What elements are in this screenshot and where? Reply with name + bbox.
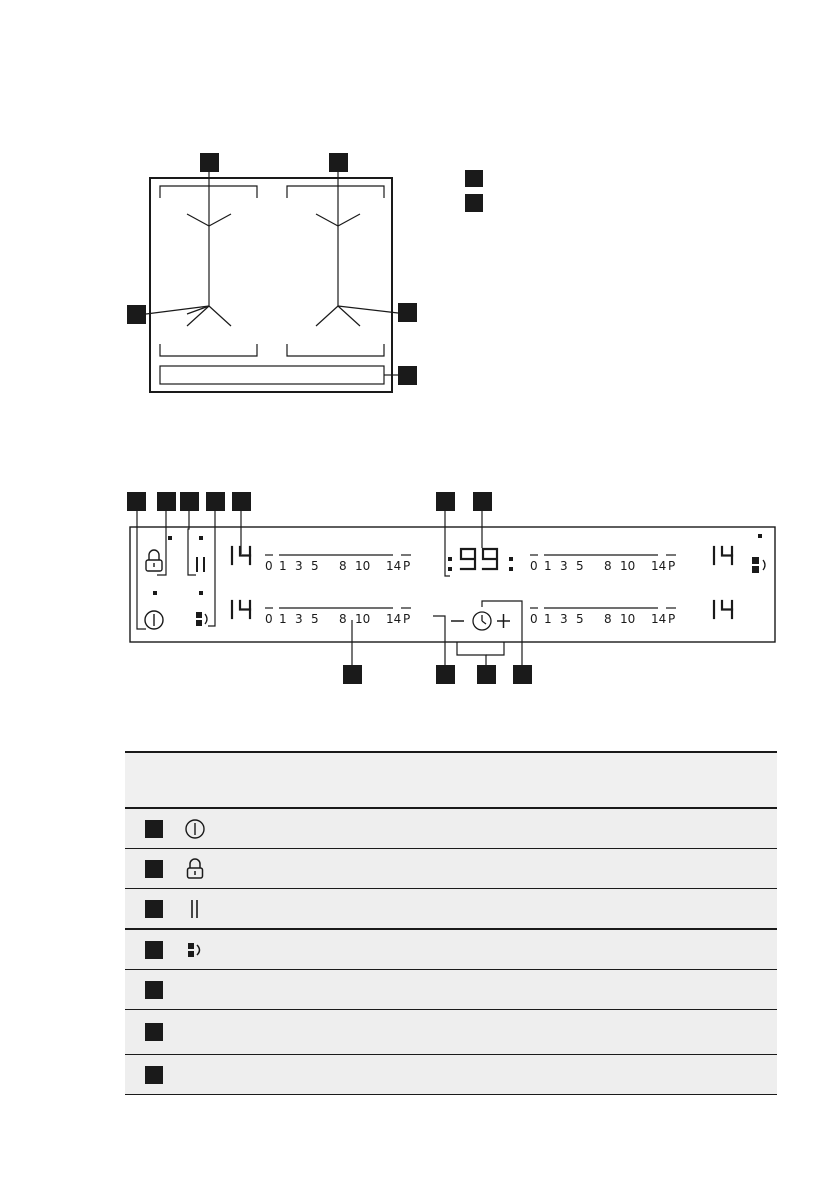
slider-scale-label: 8 (339, 612, 347, 626)
table-row (125, 1010, 777, 1055)
slider-scale-label: P (403, 612, 411, 626)
callout-marker (180, 492, 199, 511)
timer-clock-icon[interactable] (473, 612, 491, 630)
slider-scale-label: 3 (295, 559, 303, 573)
timer-colon (509, 557, 513, 561)
power-level-display (232, 601, 250, 618)
timer-display (461, 549, 497, 569)
legend-marker (465, 170, 483, 187)
table-row (125, 809, 777, 849)
callout-marker (127, 305, 146, 324)
indicator-dot (153, 591, 157, 595)
timer-colon (448, 567, 452, 571)
power-level-display (714, 601, 732, 618)
slider-scale-label: 1 (544, 612, 552, 626)
power-level-display (232, 547, 250, 564)
callout-marker (436, 665, 455, 684)
slider-scale-label: P (668, 612, 676, 626)
control-panel (0, 480, 840, 690)
power-level-slider[interactable] (265, 608, 411, 626)
callout-marker (127, 492, 146, 511)
slider-scale-label: 0 (530, 612, 538, 626)
slider-scale-label: P (403, 559, 411, 573)
cooking-zone-right (287, 172, 398, 356)
callout-marker (232, 492, 251, 511)
lock-icon (183, 857, 207, 881)
bridge-icon[interactable] (196, 612, 207, 626)
timer-colon (509, 567, 513, 571)
slider-scale-label: 5 (311, 612, 319, 626)
table-row (125, 1055, 777, 1095)
slider-scale-label: 1 (544, 559, 552, 573)
controls-table (125, 751, 777, 1095)
bridge-icon[interactable] (752, 557, 765, 573)
timer-plus-button[interactable] (497, 614, 510, 628)
callout-marker (513, 665, 532, 684)
slider-scale-label: 14 (651, 559, 667, 573)
row-marker (145, 1066, 163, 1084)
callout-marker (398, 303, 417, 322)
indicator-dot (168, 536, 172, 540)
indicator-dot (199, 536, 203, 540)
row-marker (145, 941, 163, 959)
slider-scale-label: 0 (265, 559, 273, 573)
power-level-slider[interactable] (530, 608, 676, 626)
legend-marker (465, 194, 483, 212)
control-panel-strip (160, 366, 384, 384)
slider-scale-label: 3 (560, 559, 568, 573)
power-level-display (714, 547, 732, 564)
table-header (125, 751, 777, 809)
table-row (125, 849, 777, 889)
bridge-icon (183, 938, 207, 962)
power-icon[interactable] (145, 611, 163, 629)
slider-scale-label: 0 (530, 559, 538, 573)
row-marker (145, 981, 163, 999)
callout-marker (477, 665, 496, 684)
slider-scale-label: 10 (355, 559, 371, 573)
slider-scale-label: 3 (560, 612, 568, 626)
timer-colon (448, 557, 452, 561)
power-level-slider[interactable] (530, 555, 676, 573)
callout-marker (206, 492, 225, 511)
hob-diagram (0, 0, 840, 420)
slider-scale-label: 0 (265, 612, 273, 626)
slider-scale-label: 10 (620, 612, 636, 626)
slider-scale-label: 14 (386, 612, 402, 626)
slider-scale-label: 1 (279, 559, 287, 573)
slider-scale-label: 8 (604, 559, 612, 573)
callout-marker (398, 366, 417, 385)
callout-marker (473, 492, 492, 511)
slider-scale-label: 8 (339, 559, 347, 573)
row-marker (145, 820, 163, 838)
pause-icon[interactable] (197, 557, 204, 572)
slider-scale-label: 5 (576, 559, 584, 573)
indicator-dot (758, 534, 762, 538)
callout-marker (343, 665, 362, 684)
callout-marker (157, 492, 176, 511)
slider-scale-label: 3 (295, 612, 303, 626)
slider-scale-label: 14 (386, 559, 402, 573)
table-row (125, 889, 777, 930)
indicator-dot (199, 591, 203, 595)
pause-icon (183, 897, 207, 921)
callout-marker (329, 153, 348, 172)
table-row (125, 970, 777, 1010)
power-icon (183, 817, 207, 841)
lock-icon[interactable] (146, 550, 162, 571)
callout-marker (200, 153, 219, 172)
slider-scale-label: 1 (279, 612, 287, 626)
slider-scale-label: 8 (604, 612, 612, 626)
row-marker (145, 900, 163, 918)
panel-frame (130, 527, 775, 642)
callout-marker (436, 492, 455, 511)
slider-scale-label: 10 (355, 612, 371, 626)
slider-scale-label: 14 (651, 612, 667, 626)
slider-scale-label: P (668, 559, 676, 573)
row-marker (145, 860, 163, 878)
slider-scale-label: 10 (620, 559, 636, 573)
power-level-slider[interactable] (265, 555, 411, 573)
slider-scale-label: 5 (576, 612, 584, 626)
slider-scale-label: 5 (311, 559, 319, 573)
hob-outline (150, 178, 392, 392)
cooking-zone-left (146, 172, 257, 356)
row-marker (145, 1023, 163, 1041)
table-row (125, 930, 777, 970)
